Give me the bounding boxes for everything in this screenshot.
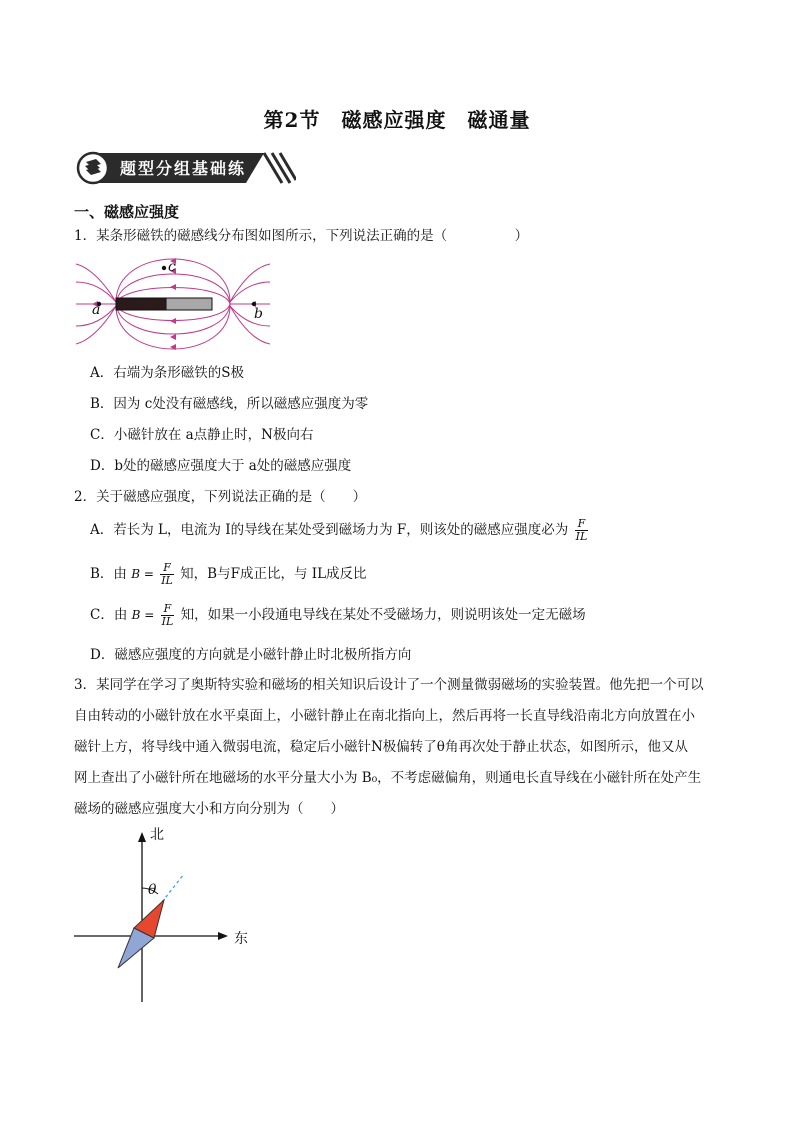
question-2-stem: 2．关于磁感应强度，下列说法正确的是（ ） — [74, 489, 367, 505]
q1-option-b: B．因为 c处没有磁感线，所以磁感应强度为零 — [90, 396, 369, 412]
q2-option-a — [90, 518, 590, 543]
q2-option-c-text: 知，如果一小段通电导线在某处不受磁场力，则说明该处一定无磁场 — [180, 607, 586, 623]
q3-line-3: 磁针上方，将导线中通入微弱电流，稳定后小磁针N极偏转了θ角再次处于静止状态，如图所示，他又从 — [74, 739, 688, 755]
b-equals-c: B = — [131, 608, 155, 622]
q2-option-b — [90, 562, 367, 587]
compass-figure — [70, 824, 260, 1009]
b-equals: B = — [131, 567, 154, 581]
label-north: 北 — [150, 827, 164, 843]
section-banner — [74, 150, 296, 186]
question-3-stem — [74, 670, 724, 825]
fraction-f-over-il-c: $\frac{F}{IL}$ — [161, 602, 174, 628]
label-east: 东 — [234, 931, 248, 947]
section-heading: 一、磁感应强度 — [74, 203, 180, 221]
fraction-f-over-il: $\frac{F}{IL}$ — [575, 517, 588, 543]
question-1-stem: 1．某条形磁铁的磁感线分布图如图所示，下列说法正确的是（ ） — [74, 228, 529, 244]
q1-option-c: C．小磁针放在 a点静止时，N极向右 — [90, 427, 314, 443]
label-b: b — [254, 306, 263, 322]
magnet-field-figure — [74, 254, 270, 354]
q3-line-5: 磁场的磁感应强度大小和方向分别为（ ） — [74, 801, 344, 817]
banner-label: 题型分组基础练 — [120, 159, 247, 178]
q3-line-4: 网上查出了小磁针所在地磁场的水平分量大小为 B₀，不考虑磁偏角，则通电长直导线在小磁针所在处产生 — [74, 770, 702, 786]
q2-option-d: D．磁感应强度的方向就是小磁针静止时北极所指方向 — [90, 647, 412, 663]
q1-option-a: A．右端为条形磁铁的S极 — [90, 365, 244, 381]
q3-line-2: 自由转动的小磁针放在水平桌面上，小磁针静止在南北指向上，然后再将一长直导线沿南北方向放置在小 — [74, 708, 695, 724]
q3-line-1: 3．某同学在学习了奥斯特实验和磁场的相关知识后设计了一个测量微弱磁场的实验装置。他先把一个可以 — [74, 677, 704, 693]
q2-option-b-text: 知，B与F成正比，与 IL成反比 — [180, 566, 367, 582]
page-title: 第2节 磁感应强度 磁通量 — [263, 108, 531, 132]
label-theta: θ — [148, 882, 157, 898]
label-c: c — [168, 259, 176, 275]
q2-option-a-text: A．若长为 L，电流为 I的导线在某处受到磁场力为 F，则该处的磁感应强度必为 — [90, 522, 569, 538]
q2-option-b-prefix: B．由 — [90, 566, 127, 582]
q2-option-c — [90, 603, 586, 628]
fraction-f-over-il-b: $\frac{F}{IL}$ — [161, 561, 173, 587]
q2-option-c-prefix: C．由 — [90, 607, 128, 623]
q1-option-d: D．b处的磁感应强度大于 a处的磁感应强度 — [90, 458, 352, 474]
label-a: a — [92, 302, 101, 318]
